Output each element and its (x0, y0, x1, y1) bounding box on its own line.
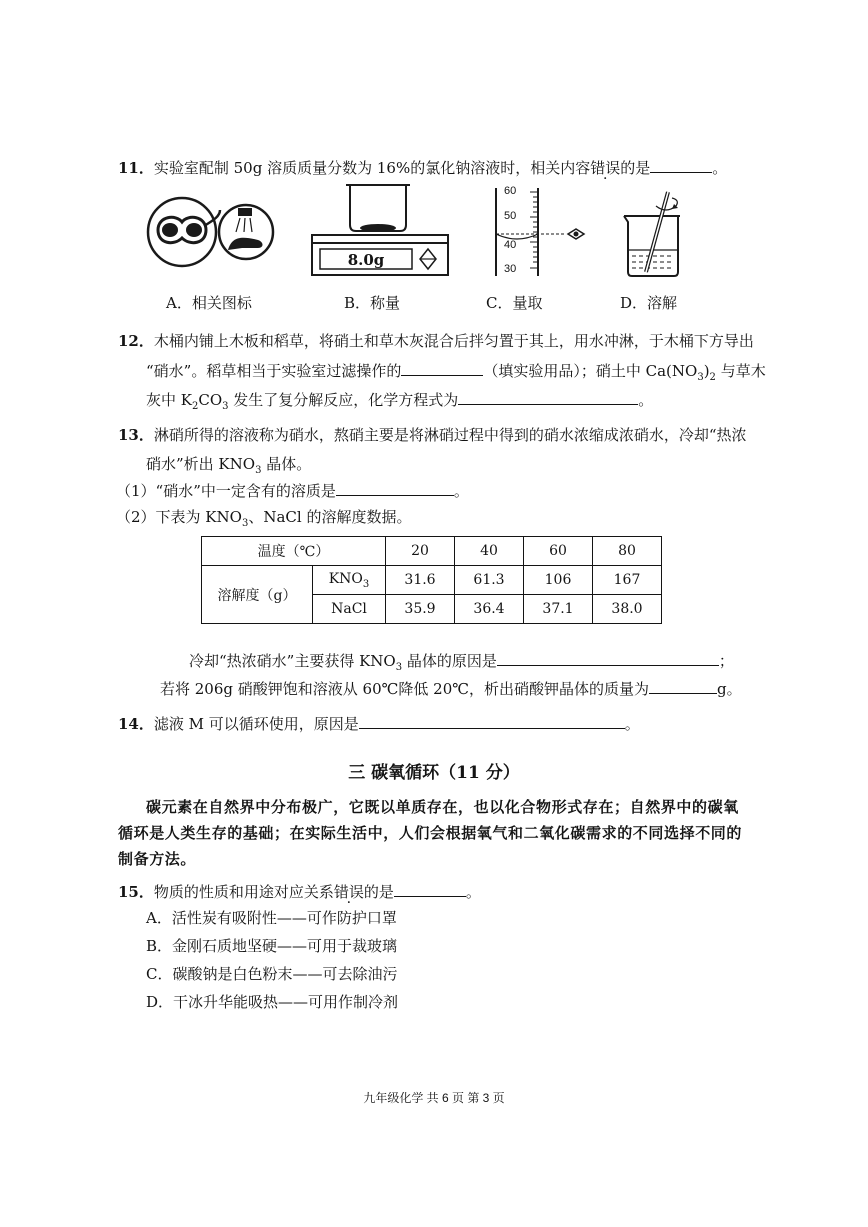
figure-c-graduated-cylinder (486, 184, 586, 278)
cylinder-tick-30: 30 (504, 263, 517, 275)
option-d[interactable]: D．干冰升华能吸热——可用作制冷剂 (146, 993, 399, 1011)
emphasis-text: 错误 (590, 159, 621, 177)
value-cell: 31.6 (386, 566, 455, 595)
answer-blank[interactable] (336, 480, 454, 496)
punctuation: 。 (624, 715, 640, 733)
question-text: 硝水”析出 KNO (146, 455, 256, 473)
section-title: 三 碳氧循环（11 分） (348, 763, 520, 783)
temp-cell: 80 (593, 537, 662, 566)
question-text: 发生了复分解反应，化学方程式为 (228, 391, 459, 409)
question-12-line-3 (146, 389, 653, 417)
substance-kno3 (313, 566, 386, 595)
question-text: CO (198, 391, 223, 409)
question-text: 晶体。 (261, 455, 312, 473)
answer-blank[interactable] (497, 650, 719, 666)
question-text: 淋硝所得的溶液称为硝水，熬硝主要是将淋硝过程中得到的硝水浓缩成浓硝水，冷却“热浓 (153, 426, 747, 444)
value-cell: 38.0 (593, 595, 662, 624)
punctuation: g。 (717, 680, 742, 698)
solubility-table (201, 536, 662, 624)
section-intro-line-1: 碳元素在自然界中分布极广，它既以单质存在，也以化合物形式存在；自然界中的碳氧 (146, 798, 739, 816)
question-text-tail: 的是 (620, 159, 651, 177)
caption-a: A．相关图标 (166, 294, 252, 312)
punctuation: 。 (712, 159, 728, 177)
substance-name: KNO (328, 570, 363, 587)
substance-nacl: NaCl (313, 595, 386, 624)
solubility-label: 溶解度（g） (202, 566, 313, 624)
question-text: 木桶内铺上木板和稻草，将硝土和草木灰混合后拌匀置于其上，用水冲淋，于木桶下方导出 (153, 332, 754, 350)
subscript: 3 (241, 518, 249, 529)
caption-d: D．溶解 (620, 294, 678, 312)
question-14 (118, 713, 640, 734)
caption-b: B．称量 (344, 294, 401, 312)
temp-cell: 60 (524, 537, 593, 566)
caption-c: C．量取 (486, 294, 543, 312)
question-text: 冷却“热浓硝水”主要获得 KNO (189, 652, 396, 670)
page-footer: 九年级化学 共 6 页 第 3 页 (363, 1091, 505, 1105)
question-text: 实验室配制 50g 溶质质量分数为 16%的氯化钠溶液时，相关内容 (153, 159, 591, 177)
temp-header: 温度（℃） (202, 537, 386, 566)
value-cell: 61.3 (455, 566, 524, 595)
question-number: 14． (118, 715, 154, 733)
option-b[interactable]: B．金刚石质地坚硬——可用于裁玻璃 (146, 937, 398, 955)
value-cell: 37.1 (524, 595, 593, 624)
hand-washing-icon (219, 205, 273, 259)
value-cell: 167 (593, 566, 662, 595)
question-text: 晶体的原因是 (402, 652, 497, 670)
section-intro-line-2: 循环是人类生存的基础；在实际生活中，人们会根据氧气和二氧化碳需求的不同选择不同的 (118, 824, 743, 842)
punctuation: 。 (453, 482, 469, 500)
subscript: 3 (222, 401, 229, 412)
subscript: 3 (362, 578, 370, 590)
table-row (202, 566, 662, 595)
question-number: 13． (118, 426, 154, 444)
answer-blank[interactable] (359, 713, 625, 729)
question-text: ) (703, 362, 710, 380)
question-text: 、NaCl 的溶解度数据。 (248, 508, 412, 526)
question-text: （1）“硝水”中一定含有的溶质是 (116, 482, 336, 500)
question-number: 15． (118, 883, 154, 901)
question-13-sub-2 (116, 507, 411, 534)
balance-display: 8.0g (347, 251, 385, 269)
question-number: 12． (118, 332, 154, 350)
value-cell: 36.4 (455, 595, 524, 624)
question-number: 11． (118, 159, 154, 177)
question-13-crystal-mass (160, 678, 742, 699)
question-13-line-2 (146, 454, 311, 481)
goggles-icon (148, 198, 220, 266)
question-13-line-1 (118, 425, 747, 445)
question-12-line-2 (146, 360, 766, 388)
temp-cell: 40 (455, 537, 524, 566)
emphasis-text: 错误 (333, 883, 364, 901)
subscript: 3 (395, 662, 403, 673)
value-cell: 35.9 (386, 595, 455, 624)
value-cell: 106 (524, 566, 593, 595)
question-text: 灰中 K (146, 391, 192, 409)
subscript: 3 (255, 465, 262, 476)
answer-blank[interactable] (394, 881, 466, 897)
question-text: 若将 206g 硝酸钾饱和溶液从 60℃降低 20℃，析出硝酸钾晶体的质量为 (160, 680, 650, 698)
figure-a-safety-icons (146, 192, 276, 274)
cylinder-tick-40: 40 (504, 239, 517, 251)
question-11 (118, 157, 727, 178)
answer-blank[interactable] (650, 157, 712, 173)
question-15 (118, 881, 481, 902)
question-13-cooling-reason (189, 650, 734, 678)
answer-blank[interactable] (649, 678, 717, 694)
subscript: 2 (709, 372, 716, 383)
subscript: 2 (191, 401, 199, 412)
option-c[interactable]: C．碳酸钠是白色粉末——可去除油污 (146, 965, 398, 983)
temp-cell: 20 (386, 537, 455, 566)
punctuation: ； (718, 652, 734, 670)
answer-blank[interactable] (401, 360, 483, 376)
subscript: 3 (697, 372, 704, 383)
cylinder-tick-50: 50 (504, 210, 517, 222)
question-text: （2）下表为 KNO (116, 508, 242, 526)
question-13-sub-1 (116, 480, 469, 501)
question-text: 物质的性质和用途对应关系 (153, 883, 334, 901)
question-text: 与草木 (715, 362, 766, 380)
figure-d-beaker-dissolving (618, 186, 688, 278)
question-text: “硝水”。稻草相当于实验室过滤操作的 (146, 362, 402, 380)
cylinder-tick-60: 60 (504, 185, 517, 197)
question-12-line-1 (118, 331, 754, 351)
punctuation: 。 (465, 883, 481, 901)
question-text: （填实验用品）；硝土中 Ca(NO (483, 362, 698, 380)
answer-blank[interactable] (458, 389, 638, 405)
section-intro-line-3: 制备方法。 (118, 850, 197, 868)
question-text-tail: 的是 (363, 883, 394, 901)
punctuation: 。 (638, 391, 654, 409)
table-row (202, 537, 662, 566)
question-text: 滤液 M 可以循环使用，原因是 (153, 715, 359, 733)
option-a[interactable]: A．活性炭有吸附性——可作防护口罩 (146, 909, 397, 927)
